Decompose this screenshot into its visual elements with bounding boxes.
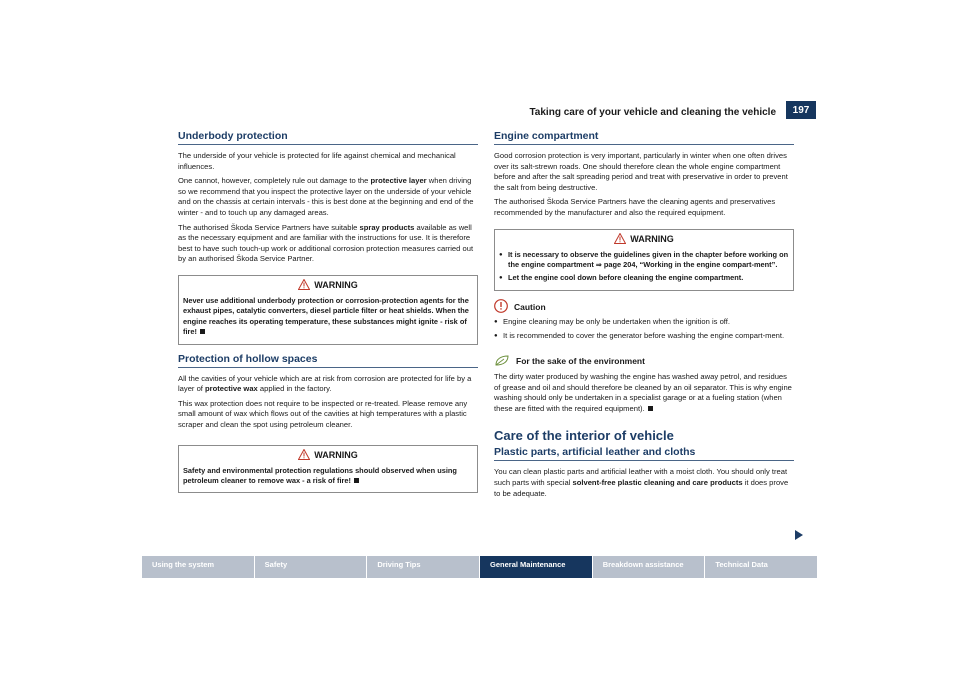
section-heading-hollow-spaces: Protection of hollow spaces <box>178 353 478 368</box>
warning-icon <box>614 233 626 244</box>
page-number: 197 <box>786 101 816 119</box>
warning-icon <box>298 279 310 290</box>
section-heading-underbody: Underbody protection <box>178 130 478 145</box>
chapter-nav-bar <box>142 556 818 578</box>
next-page-arrow-icon[interactable] <box>795 530 803 540</box>
warning-title: WARNING <box>630 233 674 244</box>
warning-box <box>178 275 478 345</box>
warning-box <box>178 445 478 494</box>
nav-tab-using-the-system[interactable]: Using the system <box>142 556 254 578</box>
paragraph: One cannot, however, completely rule out damage to the protective layer when driving so we recommend that you inspect the protective layer on the underside of your vehicle and on the chassis at certain intervals - this is best done at the beginning and end of the winter - and to touch up any damaged areas. <box>178 176 474 217</box>
environment-text: The dirty water produced by washing the engine has washed away petrol, and residues of grease and oil and should therefore be cleaned by an oil separator. This is why engine washing should only be undertaken in a specialist garage or at a fueling station (when these are fitted with the required equipment). <box>494 371 792 413</box>
paragraph: All the cavities of your vehicle which are at risk from corrosion are protected for life by a layer of protective wax applied in the factory. <box>178 373 472 394</box>
nav-tab-breakdown-assistance[interactable]: Breakdown assistance <box>593 556 705 578</box>
paragraph: The authorised Škoda Service Partners have suitable spray products available as well as the necessary equipment and are familiar with the instructions for use. It is therefore best to have such touch-up work or additional corrosion protection measures carried out by an authorised Škoda Service Partner. <box>178 222 474 264</box>
bold-term: spray products <box>359 222 415 232</box>
warning-text: Safety and environmental protection regulations should observed when using petroleum cleaner to remove wax - a risk of fire! <box>183 465 457 485</box>
end-of-section-icon <box>648 406 653 411</box>
section-heading-engine: Engine compartment <box>494 130 794 145</box>
caution-bullet: ● Engine cleaning may be only be undertaken when the ignition is off. <box>494 317 794 328</box>
warning-title: WARNING <box>314 449 358 460</box>
caution-title: Caution <box>514 301 546 312</box>
section-heading-plastic-parts: Plastic parts, artificial leather and cloths <box>494 446 794 461</box>
paragraph: You can clean plastic parts and artificial leather with a moist cloth. You should only treat such parts with special solvent-free plastic cleaning and care products it does prove to be adequate. <box>494 467 789 498</box>
paragraph: The underside of your vehicle is protected for life against chemical and mechanical influences. <box>178 151 456 171</box>
paragraph: This wax protection does not require to be inspected or re-treated. Please remove any small amount of wax which flows out of the cavities at high temperatures with a plastic scraper and clean the spot using petroleum cleaner. <box>178 398 468 429</box>
paragraph: Good corrosion protection is very important, particularly in winter when one often drives over its salt-strewn roads. One should therefore clean the whole engine compartment before and after the salt spreading period and treat with preservative in order to prevent the salt from being destructive. <box>494 151 788 192</box>
warning-box <box>494 229 794 291</box>
right-column <box>494 130 794 503</box>
caution-bullet: ● It is recommended to cover the generator before washing the engine compart-ment. <box>494 331 794 342</box>
running-header-title: Taking care of your vehicle and cleaning the vehicle <box>529 107 776 118</box>
environment-title: For the sake of the environment <box>516 355 645 366</box>
bold-term: solvent-free plastic cleaning and care products <box>572 477 743 487</box>
paragraph: The authorised Škoda Service Partners have the cleaning agents and preservatives recommended by the manufacturer and also the required equipment. <box>494 197 776 217</box>
environment-icon <box>494 354 510 367</box>
left-column <box>178 130 478 501</box>
nav-tab-general-maintenance[interactable]: General Maintenance <box>480 556 592 578</box>
bold-term: protective wax <box>205 384 258 394</box>
end-of-section-icon <box>354 478 359 483</box>
chapter-title: Care of the interior of vehicle <box>494 428 674 444</box>
warning-bullet: ● It is necessary to observe the guidelines given in the chapter before working on the engine compartment ⇒ page 204, “Working in the engine compart-ment”. <box>499 250 789 272</box>
environment-header <box>494 354 794 368</box>
caution-icon <box>494 299 508 313</box>
warning-title: WARNING <box>314 279 358 290</box>
nav-tab-safety[interactable]: Safety <box>255 556 367 578</box>
end-of-section-icon <box>200 329 205 334</box>
caution-header <box>494 299 794 313</box>
nav-tab-driving-tips[interactable]: Driving Tips <box>367 556 479 578</box>
warning-text: Never use additional underbody protection or corrosion-protection agents for the exhaust pipes, catalytic converters, diesel particle filter or heat shields. When the engine reaches its operating temperature, these substances might ignite - risk of fire! <box>183 295 469 337</box>
cross-reference-link[interactable]: page 204, “Working in the engine compart-ment”. <box>601 259 778 269</box>
cross-reference-arrow: ⇒ <box>595 261 602 269</box>
warning-icon <box>298 449 310 460</box>
warning-bullet: ● Let the engine cool down before cleaning the engine compartment. <box>499 273 789 283</box>
bold-term: protective layer <box>370 176 427 186</box>
nav-tab-technical-data[interactable]: Technical Data <box>705 556 817 578</box>
